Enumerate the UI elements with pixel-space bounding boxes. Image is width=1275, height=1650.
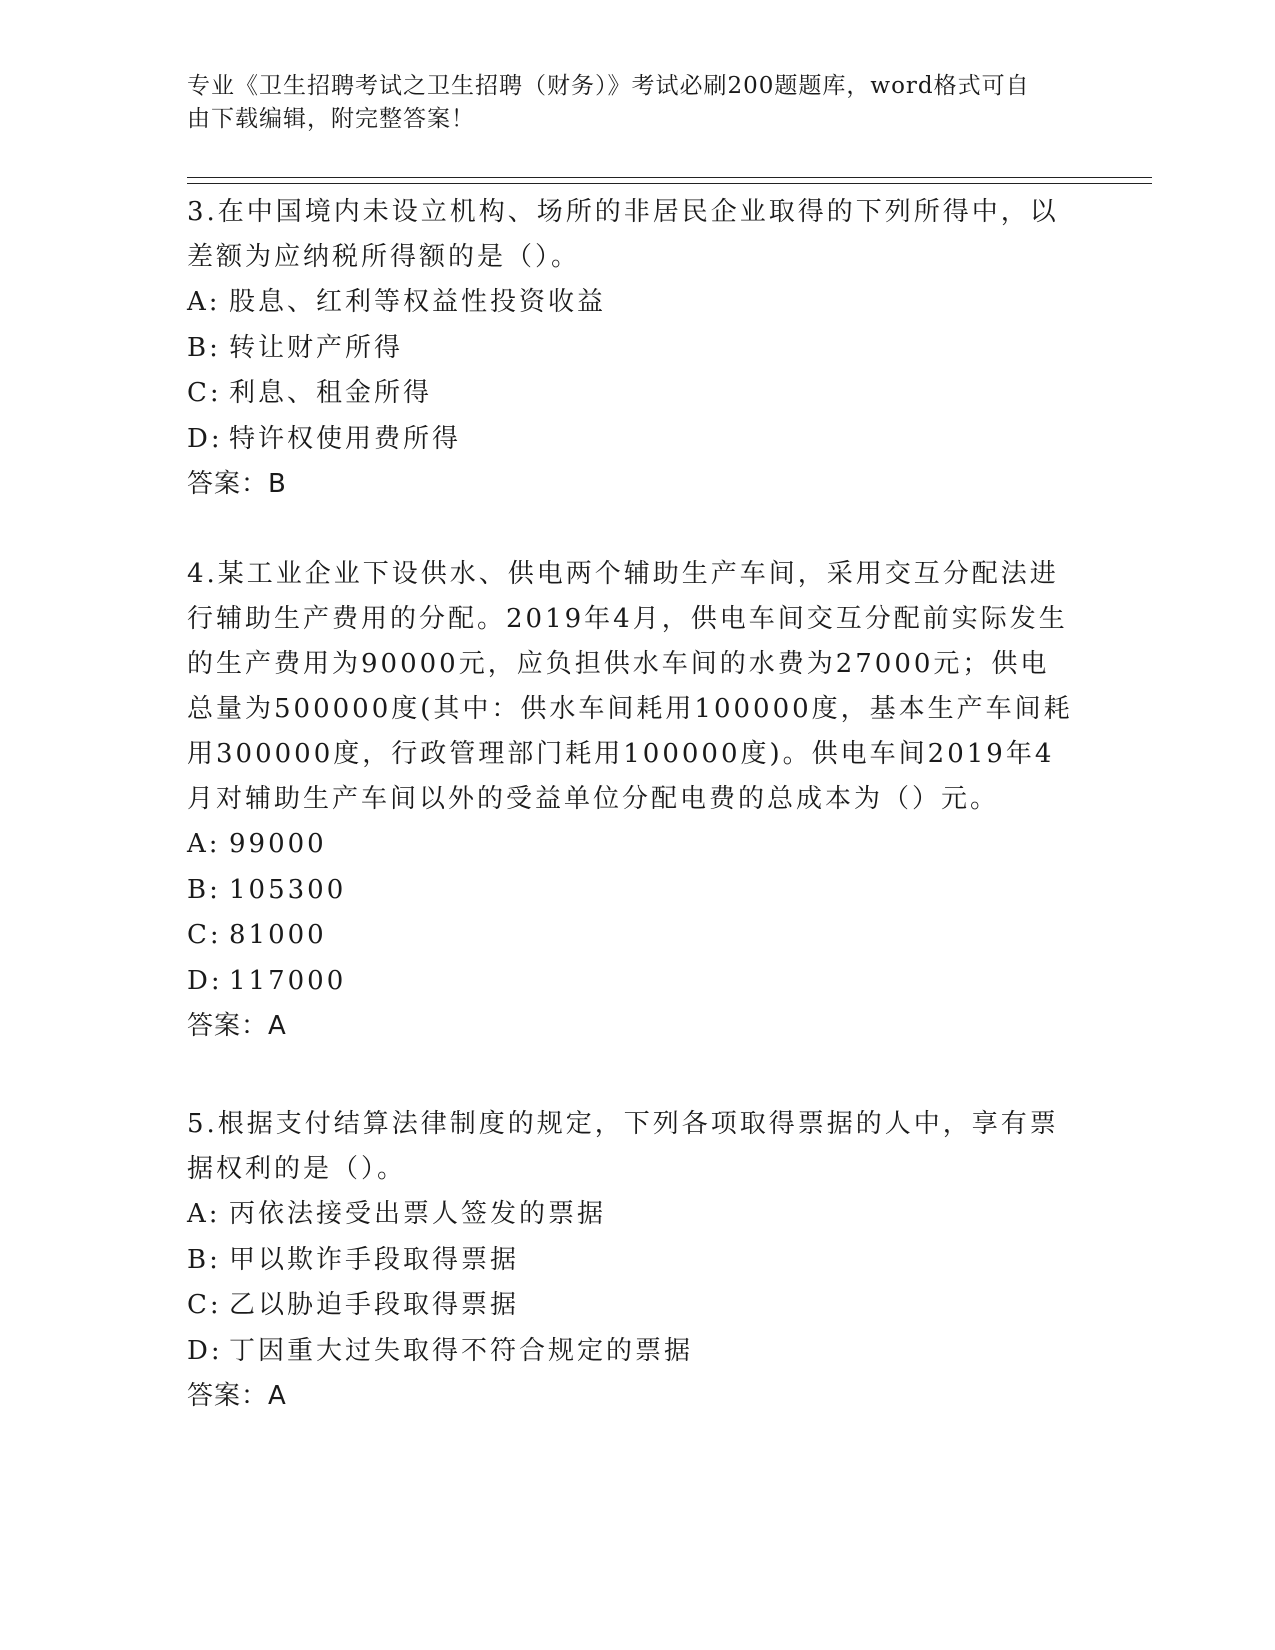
- option-letter: D:: [187, 423, 223, 454]
- option-text: 丁因重大过失取得不符合规定的票据: [229, 1335, 694, 1366]
- option-letter: D:: [187, 1335, 223, 1366]
- option-letter: A:: [187, 1199, 221, 1229]
- option-letter: A:: [187, 287, 221, 317]
- header-line-2: 由下载编辑，附完整答案！: [187, 106, 475, 132]
- option-c: [187, 913, 1077, 959]
- option-a: [187, 1192, 1077, 1238]
- header-divider-bottom: [187, 183, 1152, 184]
- option-text: 股息、红利等权益性投资收益: [229, 287, 607, 317]
- option-d: [187, 417, 1077, 463]
- answer-line: 答案：A: [187, 1381, 287, 1411]
- option-d: [187, 959, 1077, 1005]
- option-text: 甲以欺诈手段取得票据: [229, 1244, 520, 1275]
- option-text: 转让财产所得: [229, 332, 404, 363]
- option-a: [187, 280, 1077, 326]
- option-b: [187, 1238, 1077, 1284]
- answer-line: 答案：A: [187, 1011, 287, 1041]
- option-a: [187, 822, 1077, 868]
- option-b: [187, 326, 1077, 372]
- option-letter: B:: [187, 332, 221, 363]
- option-letter: C:: [187, 1290, 222, 1320]
- option-text: 81000: [229, 920, 327, 950]
- question-stem: 4.某工业企业下设供水、供电两个辅助生产车间，采用交互分配法进行辅助生产费用的分配。2019年4月，供电车间交互分配前实际发生的生产费用为90000元，应负担供水车间的水费为27000元；供电总量为500000度(其中：供水车间耗用100000度，基本生产车间耗用300000度，行政管理部门耗用100000度)。供电车间2019年4月对辅助生产车间以外的受益单位分配电费的总成本为（）元。: [187, 559, 1073, 814]
- option-text: 丙依法接受出票人签发的票据: [229, 1199, 607, 1229]
- question-stem: 3.在中国境内未设立机构、场所的非居民企业取得的下列所得中，以差额为应纳税所得额的是（）。: [187, 197, 1059, 272]
- document-header: [187, 70, 1067, 136]
- option-d: [187, 1329, 1077, 1375]
- option-text: 乙以胁迫手段取得票据: [229, 1290, 520, 1320]
- option-text: 99000: [229, 829, 327, 859]
- option-text: 117000: [229, 965, 347, 996]
- answer-line: 答案：B: [187, 469, 287, 499]
- option-letter: A:: [187, 829, 221, 859]
- option-c: [187, 1283, 1077, 1329]
- question-4: [187, 552, 1077, 1049]
- question-5: [187, 1102, 1077, 1419]
- question-stem: 5.根据支付结算法律制度的规定，下列各项取得票据的人中，享有票据权利的是（）。: [187, 1109, 1059, 1184]
- option-letter: B:: [187, 874, 221, 905]
- option-text: 105300: [229, 874, 347, 905]
- option-letter: D:: [187, 965, 223, 996]
- option-c: [187, 371, 1077, 417]
- option-b: [187, 868, 1077, 914]
- option-letter: B:: [187, 1244, 221, 1275]
- option-text: 特许权使用费所得: [229, 423, 462, 454]
- option-letter: C:: [187, 378, 222, 408]
- header-divider-top: [187, 177, 1152, 178]
- header-line-1: 专业《卫生招聘考试之卫生招聘（财务）》考试必刷200题题库，word格式可自: [187, 73, 1030, 99]
- question-3: [187, 190, 1077, 507]
- option-text: 利息、租金所得: [229, 378, 433, 408]
- option-letter: C:: [187, 920, 222, 950]
